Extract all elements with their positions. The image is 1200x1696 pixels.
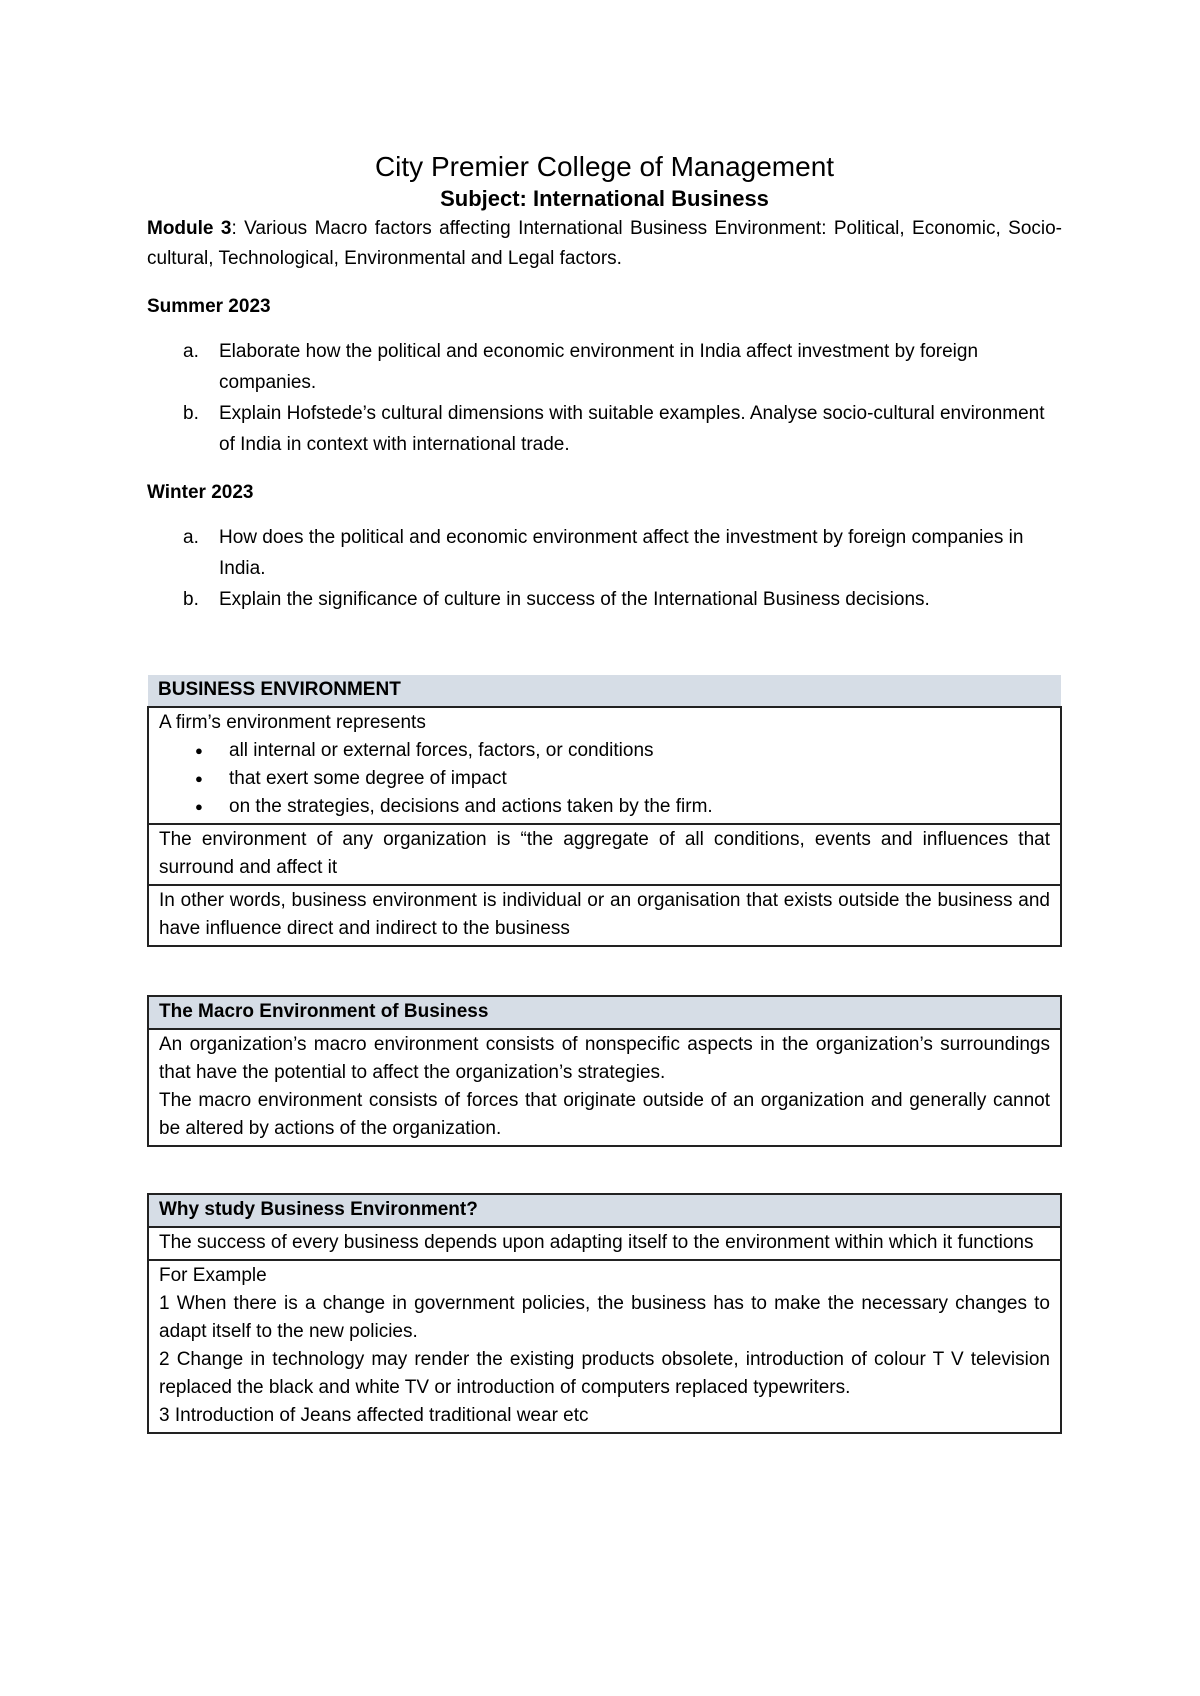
- question-marker: a.: [183, 527, 199, 548]
- macro-environment-heading: The Macro Environment of Business: [148, 996, 1061, 1029]
- example-item: 2 Change in technology may render the existing products obsolete, introduction of colour T V television replaced the black and white TV or introduction of computers replaced typewriters.: [159, 1349, 1050, 1398]
- bullet-item: ● that exert some degree of impact: [229, 765, 1050, 793]
- example-item: 1 When there is a change in government policies, the business has to make the necessary changes to adapt itself to the new policies.: [159, 1293, 1050, 1342]
- bullet-item: ● on the strategies, decisions and actions taken by the firm.: [229, 793, 1050, 821]
- example-item: 3 Introduction of Jeans affected traditional wear etc: [159, 1405, 589, 1426]
- question-item: [147, 522, 1062, 584]
- macro-environment-body: [148, 1029, 1061, 1146]
- module-text: : Various Macro factors affecting International Business Environment: Political, Economic, Socio-cultural, Technological, Environmental and Legal factors.: [147, 218, 1062, 269]
- why-study-examples: [148, 1260, 1061, 1433]
- business-environment-definition: The environment of any organization is “the aggregate of all conditions, events and influences that surround and affect it: [148, 824, 1061, 885]
- question-marker: b.: [183, 403, 199, 424]
- business-environment-bullets: [159, 737, 1050, 821]
- module-description: [147, 214, 1062, 274]
- question-item: [147, 336, 1062, 398]
- question-text: Explain Hofstede’s cultural dimensions with suitable examples. Analyse socio-cultural environment of India in context with international trade.: [219, 403, 1045, 455]
- question-item: [147, 398, 1062, 460]
- why-study-intro: The success of every business depends upon adapting itself to the environment within which it functions: [148, 1227, 1061, 1260]
- macro-environment-para: The macro environment consists of forces that originate outside of an organization and generally cannot be altered by actions of the organization.: [159, 1090, 1050, 1139]
- question-marker: a.: [183, 341, 199, 362]
- bullet-item: ● all internal or external forces, factors, or conditions: [229, 737, 1050, 765]
- subject-title: Subject: International Business: [440, 186, 769, 211]
- example-label: For Example: [159, 1265, 267, 1286]
- macro-environment-para: An organization’s macro environment consists of nonspecific aspects in the organization’s surroundings that have the potential to affect the organization’s strategies.: [159, 1034, 1050, 1083]
- college-name: City Premier College of Management: [374, 151, 835, 182]
- question-item: [147, 584, 1062, 615]
- question-marker: b.: [183, 589, 199, 610]
- why-study-table: [147, 1193, 1062, 1434]
- question-text: Elaborate how the political and economic environment in India affect investment by foreign companies.: [219, 341, 979, 393]
- exam-term-summer: Summer 2023: [147, 296, 271, 317]
- business-environment-intro: A firm’s environment represents: [159, 712, 426, 733]
- module-label: Module 3: [147, 218, 232, 239]
- question-list-summer: [147, 336, 1062, 460]
- business-environment-other-words: In other words, business environment is individual or an organisation that exists outside the business and have influence direct and indirect to the business: [148, 885, 1061, 946]
- macro-environment-table: [147, 995, 1062, 1147]
- question-list-winter: [147, 522, 1062, 615]
- document-page: [147, 150, 1062, 1434]
- why-study-heading: Why study Business Environment?: [148, 1194, 1061, 1227]
- business-environment-table: [147, 675, 1062, 947]
- question-text: How does the political and economic environment affect the investment by foreign companies in India.: [219, 527, 1024, 579]
- question-text: Explain the significance of culture in success of the International Business decisions.: [219, 589, 930, 610]
- business-environment-heading: BUSINESS ENVIRONMENT: [148, 675, 1061, 707]
- exam-term-winter: Winter 2023: [147, 482, 254, 503]
- business-environment-intro-cell: [148, 707, 1061, 824]
